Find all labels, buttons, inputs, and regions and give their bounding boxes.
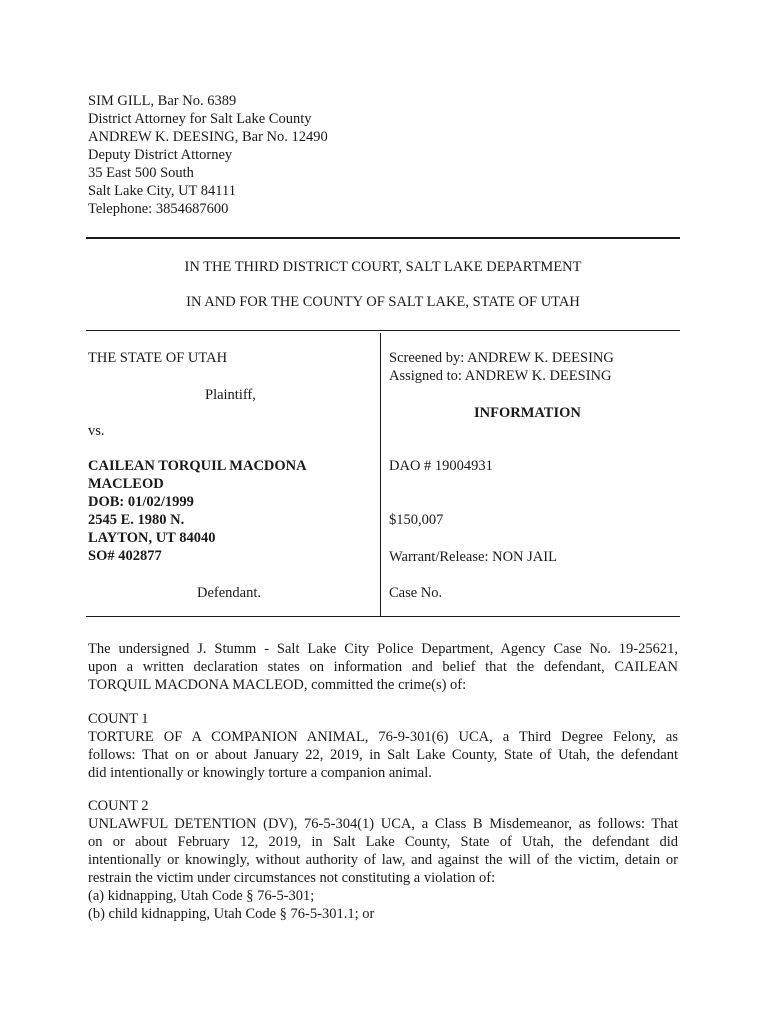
header-divider [86,237,680,239]
intro-line: TORQUIL MACDONA MACLEOD, committed the crime(s) of: [88,677,467,693]
bail-amount: $150,007 [389,512,444,528]
case-number: Case No. [389,585,443,601]
count-line: intentionally or knowingly, without authority of law, and against the will of the victim, detain or [88,852,678,868]
count-line: TORTURE OF A COMPANION ANIMAL, 76-9-301(6) UCA, a Third Degree Felony, as [88,729,678,745]
caption-vertical-divider [380,333,381,616]
plaintiff-label: Plaintiff, [205,387,256,403]
defendant-block [88,457,307,565]
attorney-line: SIM GILL, Bar No. 6389 [88,93,237,109]
court-jurisdiction: IN AND FOR THE COUNTY OF SALT LAKE, STATE OF UTAH [186,294,580,310]
count-1-section [88,710,678,782]
count-line: follows: That on or about January 22, 2019, in Salt Lake County, State of Utah, the defendant [88,747,678,763]
screened-by: Screened by: ANDREW K. DEESING [389,350,614,366]
attorney-line: 35 East 500 South [88,165,194,181]
count-line: (a) kidnapping, Utah Code § 76-5-301; [88,888,315,904]
defendant-label: Defendant. [197,585,262,601]
defendant-line: 2545 E. 1980 N. [88,512,185,528]
versus-label: vs. [88,423,105,439]
defendant-line: CAILEAN TORQUIL MACDONA [88,458,307,474]
assigned-to: Assigned to: ANDREW K. DEESING [389,368,612,384]
intro-line: upon a written declaration states on information and belief that the defendant, CAILEAN [88,659,678,675]
intro-line: The undersigned J. Stumm - Salt Lake City Police Department, Agency Case No. 19-25621, [88,641,678,657]
plaintiff-name: THE STATE OF UTAH [88,350,228,366]
count-line: on or about February 12, 2019, in Salt Lake County, State of Utah, the defendant did [88,834,678,850]
defendant-line: LAYTON, UT 84040 [88,530,216,546]
defendant-line: SO# 402877 [88,548,162,564]
count-2-section [88,797,678,923]
count-line: UNLAWFUL DETENTION (DV), 76-5-304(1) UCA, a Class B Misdemeanor, as follows: That [88,816,678,832]
attorney-line: District Attorney for Salt Lake County [88,111,312,127]
caption-bottom-divider [86,616,680,617]
count-line: (b) child kidnapping, Utah Code § 76-5-301.1; or [88,906,375,922]
attorney-line: Salt Lake City, UT 84111 [88,183,236,199]
attorney-block [88,92,328,218]
document-title: INFORMATION [474,405,581,421]
intro-paragraph [88,640,678,694]
caption-top-divider [86,330,680,331]
defendant-line: DOB: 01/02/1999 [88,494,194,510]
dao-number: DAO # 19004931 [389,458,493,474]
attorney-line: Deputy District Attorney [88,147,233,163]
court-name: IN THE THIRD DISTRICT COURT, SALT LAKE DEPARTMENT [184,259,582,275]
defendant-line: MACLEOD [88,476,164,492]
count-heading: COUNT 2 [88,798,149,814]
attorney-line: Telephone: 3854687600 [88,201,229,217]
warrant-release: Warrant/Release: NON JAIL [389,549,557,565]
count-line: restrain the victim under circumstances not constituting a violation of: [88,870,496,886]
count-heading: COUNT 1 [88,711,149,727]
count-line: did intentionally or knowingly torture a companion animal. [88,765,432,781]
attorney-line: ANDREW K. DEESING, Bar No. 12490 [88,129,328,145]
